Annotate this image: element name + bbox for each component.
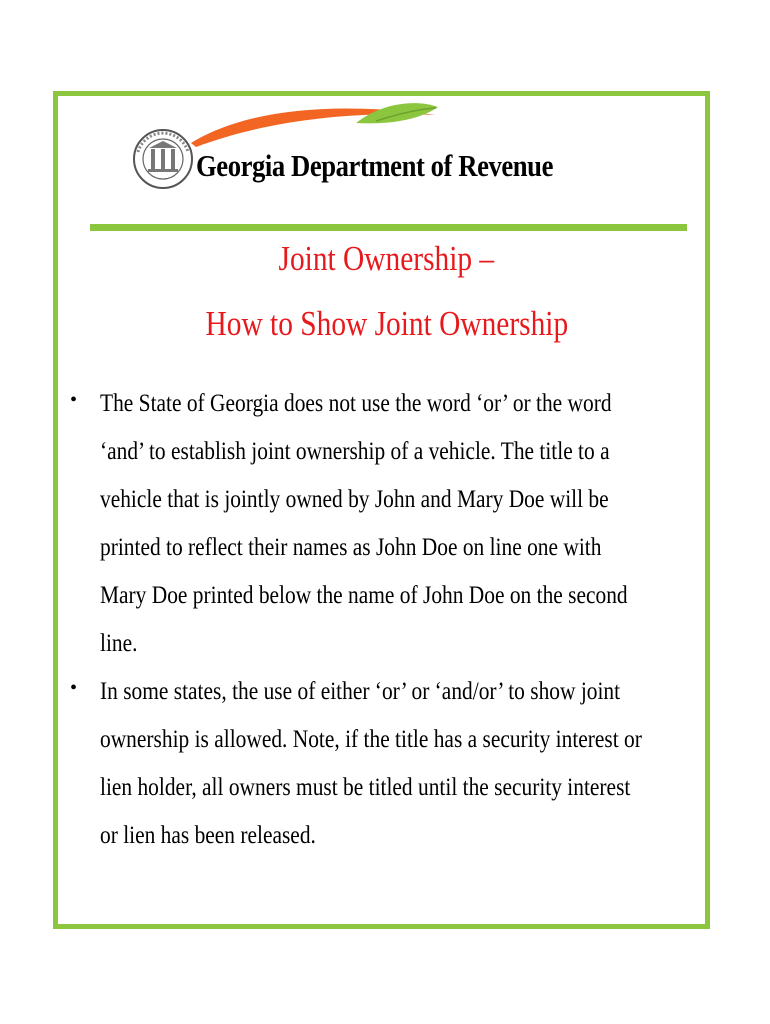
bullet-line: vehicle that is jointly owned by John and Mary Doe will be xyxy=(100,484,609,513)
bullet-list xyxy=(70,379,700,859)
bullet-text-2 xyxy=(100,667,688,859)
bullet-line: printed to reflect their names as John Doe on line one with xyxy=(100,532,602,561)
organization-name: Georgia Department of Revenue xyxy=(196,148,553,183)
bullet-line: ‘and’ to establish joint ownership of a vehicle. The title to a xyxy=(100,436,610,465)
state-seal-icon xyxy=(132,128,194,190)
bullet-line: ownership is allowed. Note, if the title has a security interest or xyxy=(100,724,642,753)
slide-title-line-2 xyxy=(58,305,715,343)
slide-title-text-1: Joint Ownership – xyxy=(278,239,495,278)
bullet-line: or lien has been released. xyxy=(100,820,316,849)
bullet-icon: • xyxy=(70,389,78,411)
bullet-line: line. xyxy=(100,628,138,657)
bullet-item-2 xyxy=(70,667,700,859)
bullet-line: lien holder, all owners must be titled until the security interest xyxy=(100,772,631,801)
bullet-line: The State of Georgia does not use the word ‘or’ or the word xyxy=(100,388,612,417)
header-rule xyxy=(90,224,687,231)
leaf-swoosh-icon xyxy=(186,101,441,149)
bullet-item-1 xyxy=(70,379,700,667)
bullet-icon: • xyxy=(70,677,78,699)
bullet-text-1 xyxy=(100,379,688,667)
slide-frame xyxy=(53,91,710,929)
bullet-line: In some states, the use of either ‘or’ or ‘and/or’ to show joint xyxy=(100,676,621,705)
bullet-line: Mary Doe printed below the name of John Doe on the second xyxy=(100,580,628,609)
slide-title-line-1 xyxy=(58,240,715,278)
slide-title-text-2: How to Show Joint Ownership xyxy=(205,304,568,343)
